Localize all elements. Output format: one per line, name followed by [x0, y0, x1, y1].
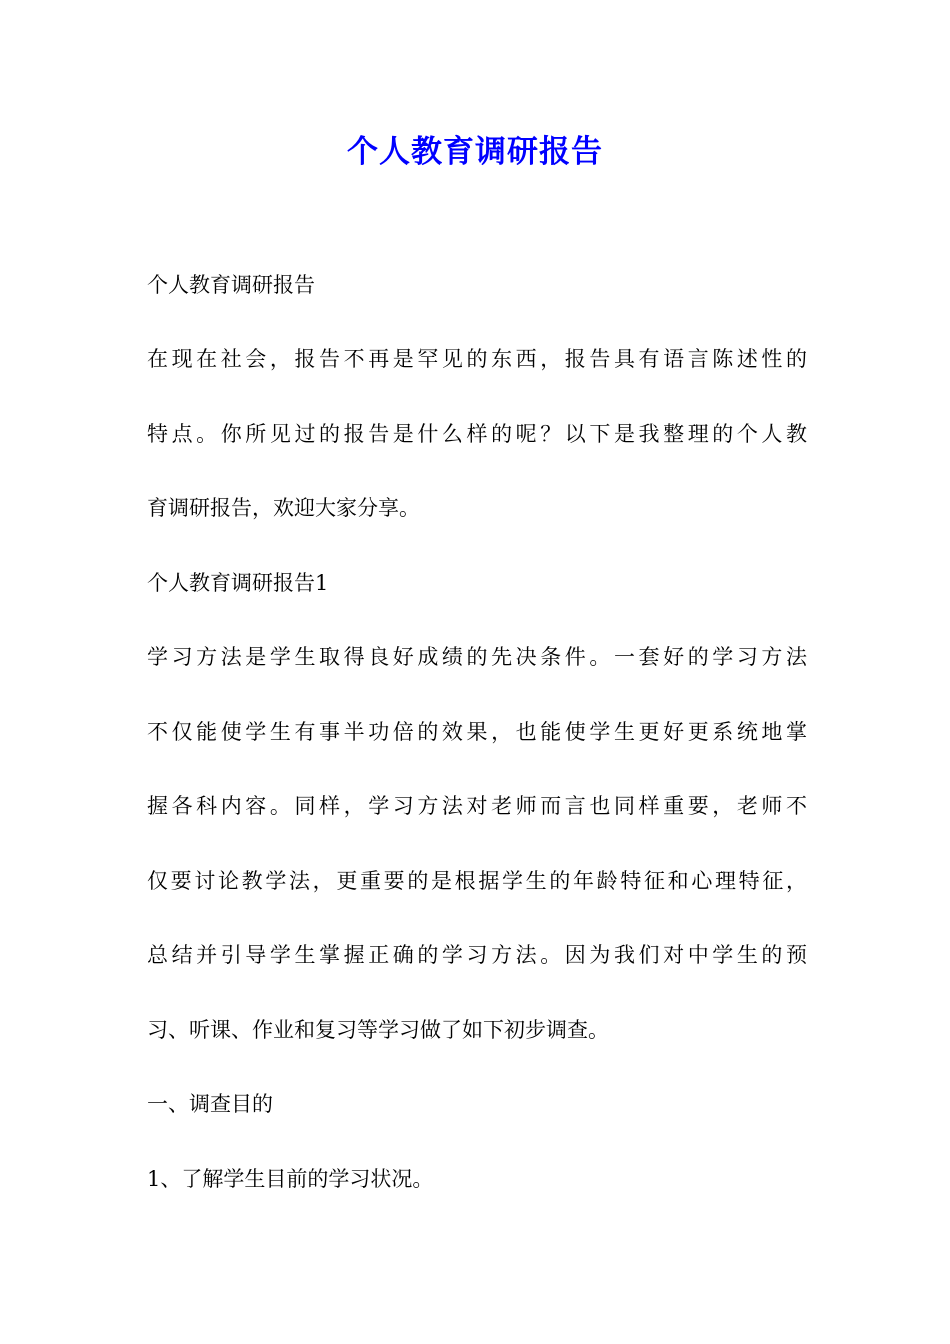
- section-heading-report-1: 个人教育调研报告1: [147, 571, 329, 595]
- subtitle-line: 个人教育调研报告: [147, 273, 315, 297]
- intro-line-3: 育调研报告，欢迎大家分享。: [147, 496, 420, 520]
- paragraph-line-1: 学习方法是学生取得良好成绩的先决条件。一套好的学习方法: [147, 645, 807, 669]
- intro-line-2: 特点。你所见过的报告是什么样的呢？以下是我整理的个人教: [147, 422, 807, 446]
- section-heading-purpose: 一、调查目的: [147, 1092, 273, 1116]
- paragraph-line-5: 总结并引导学生掌握正确的学习方法。因为我们对中学生的预: [147, 943, 807, 967]
- list-item-1: 1、了解学生目前的学习状况。: [147, 1167, 434, 1191]
- paragraph-line-4: 仅要讨论教学法，更重要的是根据学生的年龄特征和心理特征，: [147, 869, 807, 893]
- paragraph-line-6: 习、听课、作业和复习等学习做了如下初步调查。: [147, 1018, 609, 1042]
- intro-line-1: 在现在社会，报告不再是罕见的东西，报告具有语言陈述性的: [147, 347, 807, 371]
- paragraph-line-2: 不仅能使学生有事半功倍的效果，也能使学生更好更系统地掌: [147, 720, 807, 744]
- paragraph-line-3: 握各科内容。同样，学习方法对老师而言也同样重要，老师不: [147, 794, 807, 818]
- document-title: 个人教育调研报告: [347, 134, 603, 170]
